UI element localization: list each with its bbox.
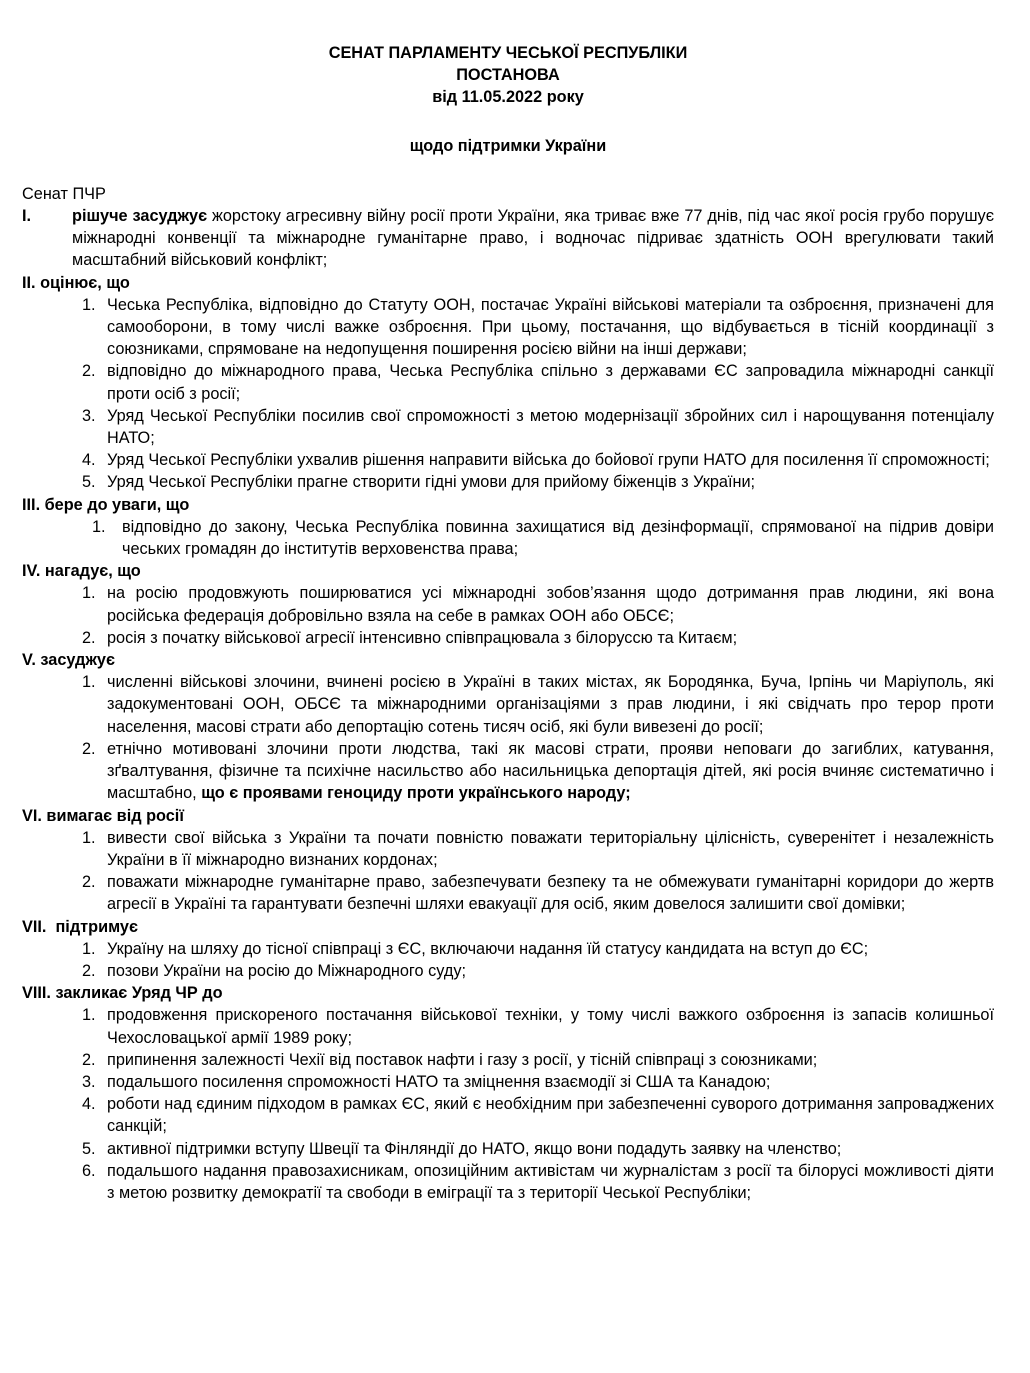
item-text: Уряд Чеської Республіки посилив свої спроможності з метою модернізації збройних сил і нарощування потенціалу НАТО; [107,406,994,448]
item-text: роботи над єдиним підходом в рамках ЄС, який є необхідним при забезпеченні суворого дотримання запроваджених санкцій; [107,1095,994,1136]
section-1 [22,205,994,272]
list-item [22,738,994,805]
item-text: активної підтримки вступу Швеції та Фінляндії до НАТО, якщо вони подадуть заявку на членство; [107,1139,842,1158]
item-number: 3. [82,1072,96,1091]
list-item [22,360,994,404]
item-number: 5. [82,473,96,492]
list-item [22,1160,994,1204]
item-number: 2. [82,739,96,758]
section-5-list [22,671,994,804]
item-number: 5. [82,1139,96,1158]
resolution-subject: щодо підтримки України [409,136,607,155]
item-number: 1. [82,828,96,847]
document-header [22,42,994,109]
item-number: 1. [82,939,96,958]
list-item [22,960,994,982]
section-4-list [22,582,994,649]
item-number: 6. [82,1161,96,1180]
section-7-heading: VII. підтримує [22,917,138,936]
item-number: 1. [82,673,96,692]
item-text [107,738,994,805]
list-item [22,1093,994,1137]
item-text: Уряд Чеської Республіки прагне створити гідні умови для прийому біженців з України; [107,473,756,492]
list-item [22,294,994,361]
item-text: численні військові злочини, вчинені росією в Україні в таких містах, як Бородянка, Буча, Ірпінь чи Маріуполь, які задокументовані ООН, ОБСЄ та міжнародними організаціями з прав людини, і які свідчать про терор проти населення, масові страти або депортацію сотень тисяч осіб, які були вивезені до росії; [107,673,994,736]
item-text: Україну на шляху до тісної співпраці з ЄС, включаючи надання їй статусу кандидата на вступ до ЄС; [107,939,869,958]
item-number: 1. [82,584,96,603]
section-1-number: I. [22,207,32,226]
item-number: 2. [82,1050,96,1069]
list-item [22,671,994,738]
item-number: 2. [82,362,96,381]
item-text-bold: що є проявами геноциду проти українського народу; [201,784,631,803]
item-number: 2. [82,628,96,647]
section-3-heading: III. бере до уваги, що [22,495,190,514]
item-number: 2. [82,873,96,892]
section-1-text [72,205,994,272]
item-text: відповідно до міжнародного права, Чеська Республіка спільно з державами ЄС запровадила міжнародні санкції проти осіб з росії; [107,362,994,403]
section-3-list [22,516,994,560]
section-2-list [22,294,994,494]
section-1-bold: рішуче засуджує [72,207,208,226]
section-4-heading: IV. нагадує, що [22,562,141,581]
list-item [22,516,994,560]
item-number: 4. [82,451,96,470]
item-text: подальшого посилення спроможності НАТО та зміцнення взаємодії зі США та Канадою; [107,1072,771,1091]
list-item [22,627,994,649]
section-7-list [22,938,994,982]
item-text: позови України на росію до Міжнародного суду; [107,961,466,980]
item-text: вивести свої війська з України та почати повністю поважати територіальну цілісність, суверенітет і незалежність України в її міжнародно визнаних кордонах; [107,828,994,869]
section-6-heading: VI. вимагає від росії [22,806,184,825]
list-item [22,471,994,493]
list-item [22,1138,994,1160]
list-item [22,582,994,626]
section-8-heading: VIII. закликає Уряд ЧР до [22,984,223,1003]
item-number: 1. [82,1006,96,1025]
section-8-list [22,1004,994,1204]
item-text: Уряд Чеської Республіки ухвалив рішення направити війська до бойової групи НАТО для посилення її спроможності; [107,451,990,470]
item-text: Чеська Республіка, відповідно до Статуту ООН, постачає Україні військові матеріали та озброєння, призначені для самооборони, в тому числі важке озброєння. При цьому, постачання, що відбувається в тісній координації з союзниками, спрямоване на недопущення поширення росією війни на інші держави; [107,295,994,359]
list-item [22,449,994,471]
section-6-list [22,827,994,916]
list-item [22,405,994,449]
list-item [22,1049,994,1071]
item-text: на росію продовжують поширюватися усі міжнародні зобов’язання щодо дотримання прав людини, які вона російська федерація добровільно взяла на себе в рамках ООН або ОБСЄ; [107,584,994,625]
item-number: 1. [82,295,96,314]
item-text-plain: етнічно мотивовані злочини проти людства, такі як масові страти, прояви неповаги до загиблих, катування, зґвалтування, фізичне та психічне насильство або насильницька депортація дітей, які росія вчиняє систематично і масштабно, [107,739,994,803]
item-text: росія з початку військової агресії інтенсивно співпрацювала з білоруссю та Китаєм; [107,628,738,647]
resolution-date: від 11.05.2022 року [432,88,584,107]
list-item [22,938,994,960]
senate-title: СЕНАТ ПАРЛАМЕНТУ ЧЕСЬКОЇ РЕСПУБЛІКИ [328,44,688,62]
item-text: відповідно до закону, Чеська Республіка повинна захищатися від дезінформації, спрямованої на підрив довіри чеських громадян до інститутів верховенства права; [122,517,994,559]
item-number: 1. [92,517,106,536]
section-1-body: жорстоку агресивну війну росії проти України, яка триває вже 77 днів, під час якої росія грубо порушує міжнародні конвенції та міжнародне гуманітарне право, і водночас підриває здатність ООН врегулювати такий масштабний військовий конфлікт; [72,207,994,270]
section-5-heading: V. засуджує [22,651,115,670]
item-text: поважати міжнародне гуманітарне право, забезпечувати безпеку та не обмежувати гуманітарні коридори до жертв агресії в Україні та гарантувати безпечні шляхи евакуації для осіб, яким довелося залишити свої домівки; [107,873,994,914]
section-2-heading: II. оцінює, що [22,273,130,292]
list-item [22,1004,994,1048]
resolution-title: ПОСТАНОВА [456,66,560,85]
item-text: подальшого надання правозахисникам, опозиційним активістам чи журналістам з росії та білорусі можливості діяти з метою розвитку демократії та свободи в еміграції та з території Чеської Республіки; [107,1161,994,1202]
item-number: 4. [82,1095,96,1114]
list-item [22,1071,994,1093]
item-number: 3. [82,406,96,425]
intro-line: Сенат ПЧР [22,184,106,203]
item-text: припинення залежності Чехії від поставок нафти і газу з росії, у тісній співпраці з союзниками; [107,1050,818,1069]
list-item [22,871,994,915]
list-item [22,827,994,871]
item-number: 2. [82,961,96,980]
item-text: продовження прискореного постачання військової техніки, у тому числі важкого озброєння із запасів колишньої Чехословацької армії 1989 року; [107,1006,994,1047]
